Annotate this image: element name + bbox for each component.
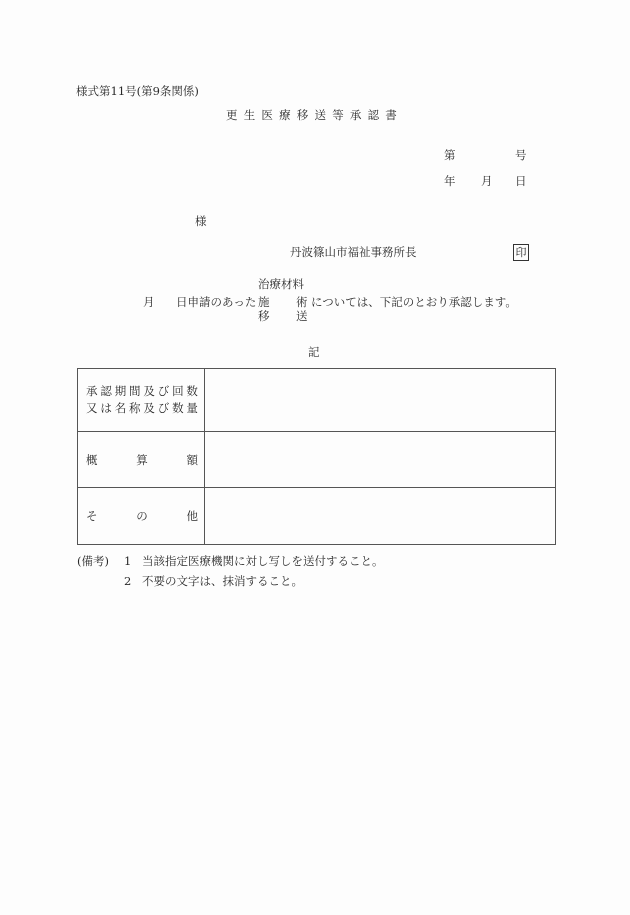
- option-surgery-a: 施: [258, 295, 270, 309]
- label-char: び: [157, 401, 170, 415]
- label-char: 又: [86, 401, 98, 415]
- value-approval-period[interactable]: [205, 369, 556, 432]
- value-estimated-amount[interactable]: [205, 432, 556, 488]
- label-char: 算: [136, 452, 148, 467]
- reference-number-suffix: 号: [515, 148, 527, 162]
- label-char: の: [136, 509, 148, 523]
- issuer-name: 丹波篠山市福祉事務所長: [290, 245, 417, 259]
- note-1-text: 当該指定医療機関に対し写しを送付すること。: [142, 554, 384, 568]
- document-title: 更生医療移送等承認書: [226, 108, 403, 122]
- label-char: び: [157, 384, 170, 399]
- section-heading: 記: [308, 345, 320, 359]
- label-char: 承: [86, 384, 98, 399]
- table-row-other: [78, 488, 556, 545]
- label-char: 期: [114, 384, 127, 399]
- label-line-2: [86, 400, 198, 417]
- label-other: [78, 488, 205, 545]
- option-treatment-materials: 治療材料: [258, 277, 304, 291]
- reference-number-label: 第: [444, 148, 456, 162]
- body-tail: については、下記のとおり承認します。: [311, 295, 517, 309]
- label-char: 及: [143, 384, 155, 399]
- form-number: 様式第11号(第9条関係): [76, 84, 199, 98]
- table-row-approval-period: [78, 369, 556, 432]
- label-char: 称: [129, 401, 141, 415]
- label-estimated-amount: [78, 432, 205, 488]
- label-char: 他: [186, 509, 198, 523]
- seal-icon: 印: [513, 244, 529, 261]
- body-day-text: 日申請のあった: [176, 295, 257, 309]
- date-year: 年: [444, 174, 456, 188]
- date-month: 月: [481, 174, 493, 188]
- label-char: 概: [86, 452, 98, 467]
- notes-heading: (備考): [77, 554, 109, 568]
- table-row-estimated-amount: [78, 432, 556, 488]
- label-char: 名: [114, 401, 127, 415]
- label-line-1: [86, 383, 198, 400]
- label-char: 及: [143, 401, 155, 415]
- label-approval-period: [78, 369, 205, 432]
- label-char: は: [100, 401, 112, 415]
- label-char: 量: [186, 401, 198, 415]
- label-char: 回: [172, 384, 184, 399]
- approval-detail-table: [77, 368, 556, 545]
- recipient-honorific: 様: [195, 214, 207, 228]
- label-char: 間: [129, 384, 141, 399]
- label-char: 認: [100, 384, 112, 399]
- label-char: 額: [186, 452, 198, 467]
- label-char: 数: [172, 401, 184, 415]
- note-2-text: 不要の文字は、抹消すること。: [142, 574, 303, 588]
- option-transport-a: 移: [258, 309, 270, 323]
- option-surgery-b: 術: [296, 295, 308, 309]
- note-2-number: 2: [124, 574, 132, 588]
- date-day: 日: [515, 174, 527, 188]
- note-1-number: 1: [124, 554, 132, 568]
- label-char: 数: [186, 384, 198, 399]
- body-month: 月: [143, 295, 155, 309]
- value-other[interactable]: [205, 488, 556, 545]
- option-transport-b: 送: [296, 309, 308, 323]
- label-char: そ: [86, 509, 98, 523]
